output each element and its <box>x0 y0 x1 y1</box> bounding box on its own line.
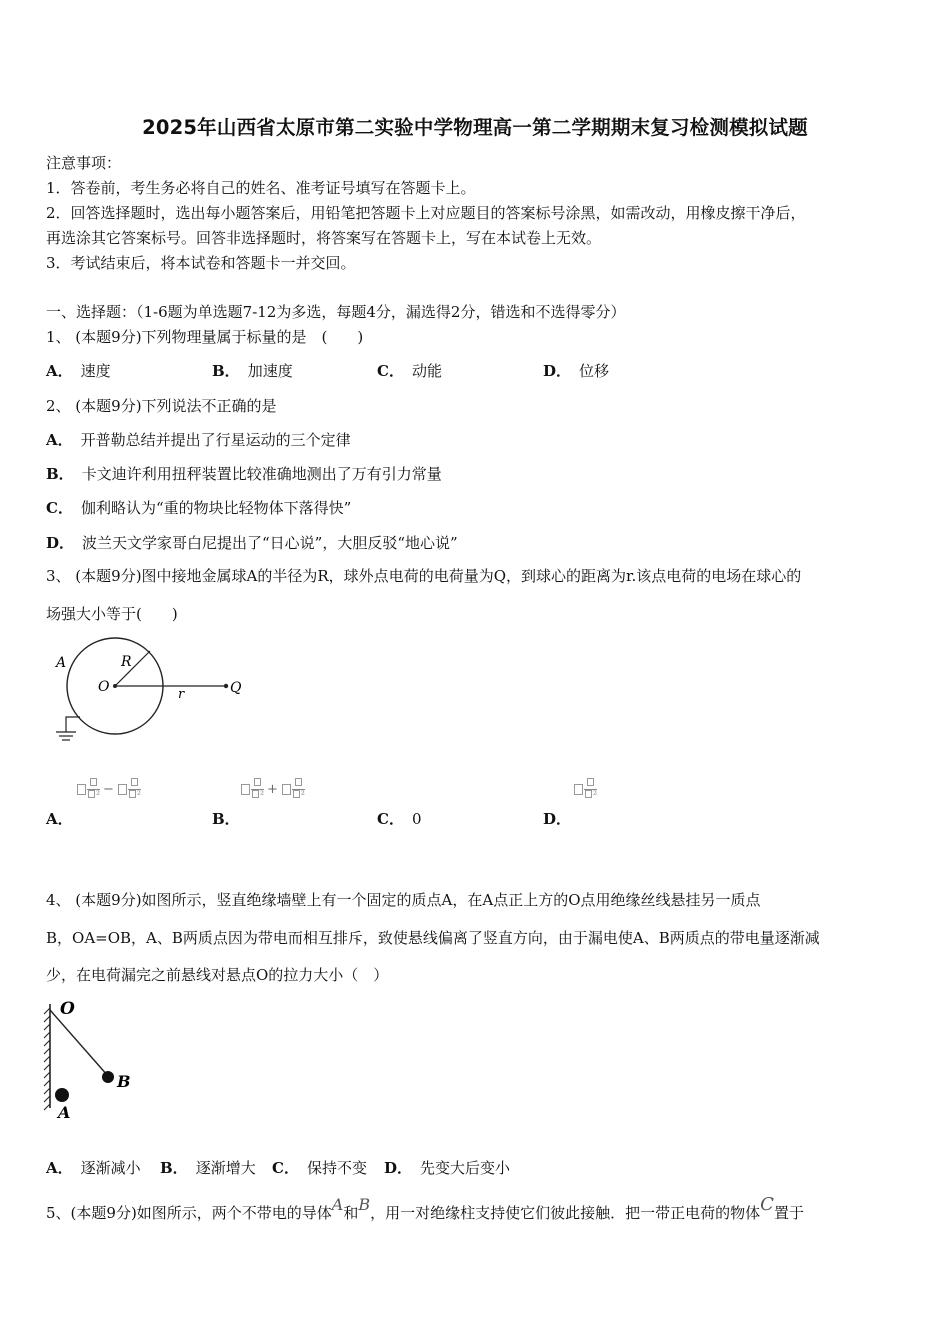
label-a: A <box>56 655 67 671</box>
notice-item: 3．考试结束后，将本试卷和答题卡一并交回。 <box>46 254 356 272</box>
option-text: 开普勒总结并提出了行星运动的三个定律 <box>80 431 351 449</box>
q5-text: ，用一对绝缘柱支持使它们彼此接触．把一带正电荷的物体 <box>370 1204 761 1222</box>
formula-image-d: ² <box>573 778 597 801</box>
q3-option-c <box>377 809 422 829</box>
q2-option-a <box>46 430 351 450</box>
option-label: A． <box>46 362 73 380</box>
label-o: O <box>98 679 110 695</box>
question-1-stem: 1、 (本题9分)下列物理量属于标量的是 ( ) <box>46 328 364 346</box>
option-label: B． <box>212 810 240 828</box>
q2-option-d <box>46 533 458 553</box>
label-r-radius: R <box>121 654 132 670</box>
option-label: B． <box>160 1159 188 1177</box>
mass-a <box>55 1088 69 1102</box>
option-label: D． <box>46 534 75 552</box>
option-text: 动能 <box>411 362 442 380</box>
label-b: B <box>117 1072 131 1091</box>
option-label: D． <box>543 362 572 380</box>
question-4-stem-line3: 少，在电荷漏完之前悬线对悬点O的拉力大小（ ） <box>46 966 389 984</box>
ground-wire <box>66 717 80 732</box>
option-label: C． <box>46 499 73 517</box>
q4-option-b <box>160 1158 256 1178</box>
q4-option-c <box>272 1158 367 1178</box>
section-heading: 一、选择题：（1-6题为单选题7-12为多选，每题4分，漏选得2分，错选和不选得零分） <box>46 303 626 321</box>
q5-var-c: C <box>760 1194 774 1215</box>
q2-option-b <box>46 464 442 484</box>
q5-text: 5、(本题9分)如图所示，两个不带电的导体 <box>46 1204 332 1222</box>
option-label: C． <box>272 1159 299 1177</box>
option-text: 波兰天文学家哥白尼提出了“日心说”，大胆反驳“地心说” <box>82 534 458 552</box>
q5-var-a: A <box>331 1195 344 1214</box>
option-label: C． <box>377 362 404 380</box>
suspension-thread <box>50 1010 108 1076</box>
option-text: 先变大后变小 <box>420 1159 511 1177</box>
q3-option-b <box>212 809 248 829</box>
question-3-stem-line1: 3、 (本题9分)图中接地金属球A的半径为R，球外点电荷的电荷量为Q，到球心的距离为r.该点电荷的电场在球心的 <box>46 567 802 585</box>
label-r-distance: r <box>178 687 185 702</box>
q3-option-d <box>543 809 579 829</box>
question-3-stem-line2: 场强大小等于( ) <box>46 605 178 623</box>
q5-text: 置于 <box>773 1204 804 1222</box>
option-text: 伽利略认为“重的物块比轻物体下落得快” <box>80 499 352 517</box>
option-label: A． <box>46 810 73 828</box>
q1-option-b <box>212 361 293 381</box>
charge-point <box>224 684 228 688</box>
pendulum-wall-figure <box>40 996 150 1122</box>
option-label: A． <box>46 431 73 449</box>
option-text: 卡文迪许利用扭秤装置比较准确地测出了万有引力常量 <box>81 465 442 483</box>
option-text: 加速度 <box>247 362 293 380</box>
q4-option-a <box>46 1158 141 1178</box>
q5-var-b: B <box>358 1195 371 1214</box>
option-label: C． <box>377 810 404 828</box>
option-text: 保持不变 <box>306 1159 367 1177</box>
notice-item: 2．回答选择题时，选出每小题答案后，用铅笔把答题卡上对应题目的答案标号涂黑，如需改动，用橡皮擦干净后， <box>46 204 806 222</box>
q4-option-d <box>384 1158 510 1178</box>
question-2-stem: 2、 (本题9分)下列说法不正确的是 <box>46 397 277 415</box>
option-label: A． <box>46 1159 73 1177</box>
formula-image-b: ² + ² <box>240 778 305 801</box>
q1-option-a <box>46 361 111 381</box>
option-text: 速度 <box>80 362 111 380</box>
label-q: Q <box>230 680 242 696</box>
center-point <box>113 684 117 688</box>
label-a: A <box>58 1103 71 1122</box>
q2-option-c <box>46 498 351 518</box>
label-o: O <box>60 999 75 1019</box>
wall-hatching <box>44 1008 50 1110</box>
notice-item: 1．答卷前，考生务必将自己的姓名、准考证号填写在答题卡上。 <box>46 179 476 197</box>
option-text: 位移 <box>579 362 610 380</box>
mass-b <box>102 1071 114 1083</box>
q3-option-a <box>46 809 81 829</box>
question-5-stem <box>46 1194 804 1223</box>
option-label: D． <box>543 810 572 828</box>
q1-option-d <box>543 361 609 381</box>
option-label: B． <box>46 465 74 483</box>
notice-heading: 注意事项： <box>46 154 122 172</box>
option-label: D． <box>384 1159 413 1177</box>
option-text: 逐渐增大 <box>195 1159 256 1177</box>
q1-option-c <box>377 361 442 381</box>
formula-image-a: ² − ² <box>76 778 141 801</box>
page-title: 2025年山西省太原市第二实验中学物理高一第二学期期末复习检测模拟试题 <box>142 116 808 139</box>
notice-item: 再选涂其它答案标号。回答非选择题时，将答案写在答题卡上，写在本试卷上无效。 <box>46 229 602 247</box>
grounded-sphere-figure <box>44 634 254 746</box>
q5-text: 和 <box>343 1204 359 1222</box>
question-4-stem-line2: B，OA=OB，A、B两质点因为带电而相互排斥，致使悬线偏离了竖直方向，由于漏电使A、B两质点的带电量逐渐减 <box>46 929 820 947</box>
option-label: B． <box>212 362 240 380</box>
question-4-stem-line1: 4、 (本题9分)如图所示，竖直绝缘墙壁上有一个固定的质点A，在A点正上方的O点用绝缘丝线悬挂另一质点 <box>46 891 761 909</box>
option-text: 0 <box>411 810 422 828</box>
option-text: 逐渐减小 <box>80 1159 141 1177</box>
